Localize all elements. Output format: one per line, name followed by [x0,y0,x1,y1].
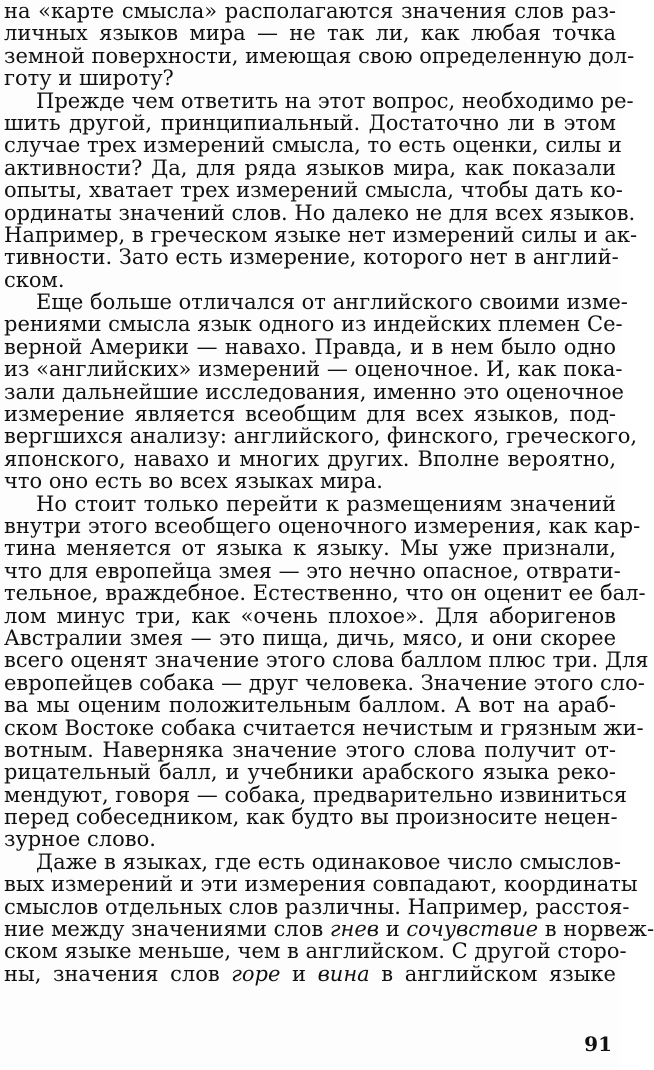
text-line: вотным. Наверняка значение этого слова получит от- [4,737,616,762]
text-line [4,917,654,942]
text-fragment: ны, значения слов [4,961,232,986]
text-line: на «карте смысла» располагаются значения слов раз- [4,0,616,23]
text-line: верной Америки — навахо. Правда, и в нем было одно [4,334,616,359]
text-line: ва мы оценим положительным баллом. А вот на араб- [4,693,616,718]
text-line: что оно есть во всех языках мира. [4,469,383,494]
text-line: зали дальнейшие исследования, именно это оценочное [4,379,624,404]
text-fragment: в норвеж- [538,917,654,942]
text-line: личных языков мира — не так ли, как любая точка [4,21,616,46]
text-line: смыслов отдельных слов различны. Например, расстоя- [4,894,630,919]
text-line: лом минус три, как «очень плохое». Для аборигенов [4,603,616,628]
text-line: готу и широту? [4,66,174,91]
text-line: Например, в греческом языке нет измерений силы и ак- [4,222,638,247]
text-line: ском. [4,267,65,292]
text-line: рицательный балл, и учебники арабского языка реко- [4,760,616,785]
text-line: внутри этого всеобщего оценочного измерения, как кар- [4,513,641,538]
text-line: опыты, хватает трех измерений смысла, чтобы дать ко- [4,178,623,203]
text-line: активности? Да, для ряда языков мира, как показали [4,155,616,180]
text-line: из «английских» измерений — оценочное. И, как пока- [4,357,623,382]
text-fragment: и [280,961,318,986]
text-line: тивности. Зато есть измерение, которого нет в англий- [4,245,619,270]
body-text [4,0,654,986]
text-line: Австралии змея — это пища, дичь, мясо, и они скорее [4,625,616,650]
text-line: Даже в языках, где есть одинаковое число смыслов- [36,849,621,874]
text-line: всего оценят значение этого слова баллом плюс три. Для [4,648,649,673]
text-line: ском Востоке собака считается нечистым и грязным жи- [4,715,644,740]
italic-term: горе [231,961,281,986]
text-line: ординаты значений слов. Но далеко не для всех языков. [4,200,636,225]
text-line: тина меняется от языка к языку. Мы уже признали, [4,536,616,561]
text-line: шить другой, принципиальный. Достаточно ли в этом [4,110,616,135]
text-line [4,963,616,985]
text-fragment: и [379,917,407,942]
text-line: Но стоит только перейти к размещениям значений [36,491,616,516]
text-line: зурное слово. [4,827,156,852]
text-line: тельное, враждебное. Естественно, что он оценит ее бал- [4,581,646,606]
text-line: мендуют, говоря — собака, предварительно извиниться [4,782,628,807]
text-fragment: в английском языке [369,961,616,986]
text-line: ском языке меньше, чем в английском. С другой сторо- [4,939,627,964]
text-line: что для европейца змея — это нечно опасное, отврати- [4,558,621,583]
text-fragment: ние между значениями слов [4,917,330,942]
text-line: Прежде чем ответить на этот вопрос, необходимо ре- [36,88,634,113]
text-line: японского, навахо и многих других. Вполне вероятно, [4,446,616,471]
text-line: земной поверхности, имеющая свою определенную дол- [4,43,635,68]
text-line: вых измерений и эти измерения совпадают, координаты [4,872,638,897]
page-number: 91 [584,1032,612,1056]
text-line: Еще больше отличался от английского своими изме- [36,290,628,315]
text-line: перед собеседником, как будто вы произносите нецен- [4,805,618,830]
text-line: рениями смысла язык одного из индейских племен Се- [4,312,623,337]
text-line: измерение является всеобщим для всех языков, под- [4,402,616,427]
italic-term: вина [317,961,370,986]
text-line: вергшихся анализу: английского, финского, греческого, [4,424,638,449]
text-line: случае трех измерений смысла, то есть оценки, силы и [4,133,622,158]
text-line: европейцев собака — друг человека. Значение этого сло- [4,670,645,695]
italic-term: сочувствие [406,917,539,942]
italic-term: гнев [329,917,380,942]
